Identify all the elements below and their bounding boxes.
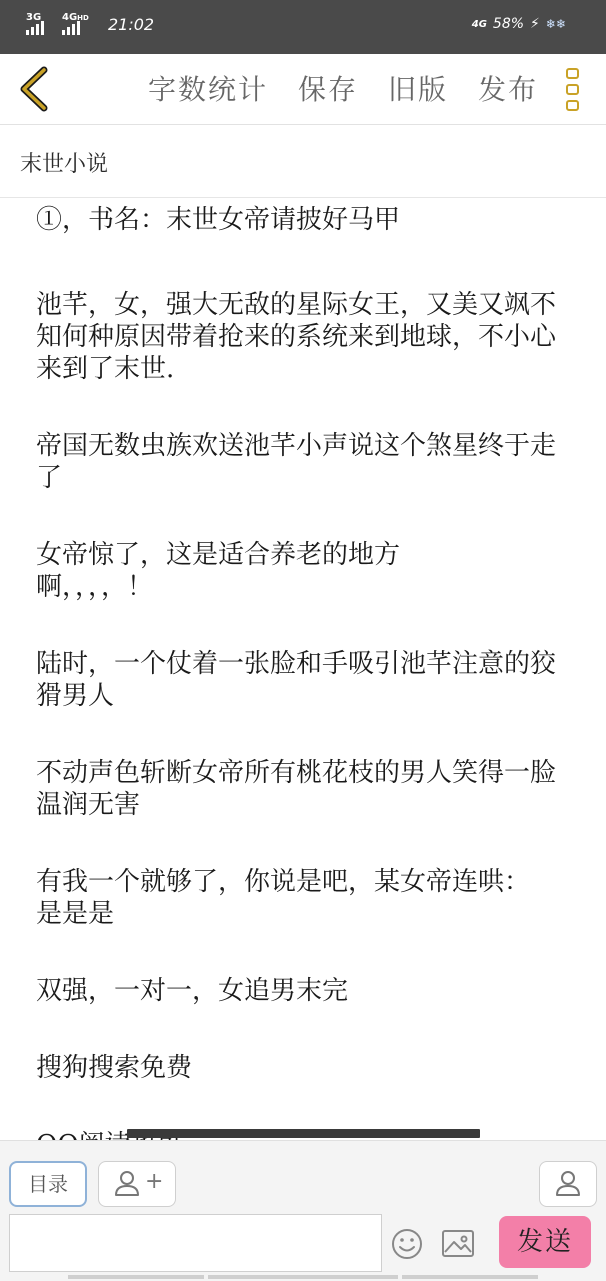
- more-menu-button[interactable]: [564, 66, 584, 114]
- menu-dot-icon: [566, 100, 579, 111]
- old-version-button[interactable]: 旧版: [388, 73, 449, 106]
- emoji-icon: [390, 1227, 424, 1261]
- image-button[interactable]: [440, 1227, 476, 1261]
- image-icon: [440, 1227, 476, 1261]
- network-4g-label: $4G^{HD}$: [62, 12, 89, 23]
- chapter-content-editor[interactable]: [36, 204, 576, 1206]
- send-button[interactable]: 发送: [499, 1216, 591, 1268]
- content-paragraph: 搜狗搜索免费: [36, 1053, 193, 1083]
- signal-3g-icon: [26, 12, 52, 35]
- snowflake-icon: ❄❄: [545, 17, 566, 31]
- user-button[interactable]: [539, 1161, 597, 1207]
- battery-percent: 58%: [492, 16, 525, 32]
- editor-toolbar: [0, 54, 606, 125]
- nav-handles: [0, 1275, 606, 1280]
- chapter-title-field[interactable]: [0, 125, 606, 198]
- status-bar: [0, 0, 606, 54]
- user-icon: [540, 1162, 596, 1206]
- word-count-button[interactable]: 字数统计: [148, 73, 269, 106]
- status-left: [26, 12, 155, 35]
- signal-4g-icon: [62, 12, 98, 35]
- publish-button[interactable]: 发布: [478, 73, 539, 106]
- add-user-button[interactable]: [98, 1161, 176, 1207]
- emoji-button[interactable]: [390, 1227, 424, 1261]
- bottom-input-panel: [0, 1140, 606, 1281]
- content-paragraph: 不动声色斩断女帝所有桃花枝的男人笑得一脸温润无害: [36, 758, 557, 820]
- directory-button[interactable]: 目录: [9, 1161, 87, 1207]
- menu-dot-icon: [566, 84, 579, 95]
- add-user-icon: [99, 1162, 175, 1206]
- content-paragraph: 双强，一对一，女追男末完: [36, 976, 349, 1006]
- content-paragraph: 女帝惊了，这是适合养老的地方啊，，，，！: [36, 540, 401, 602]
- network-4g-right-label: 4G: [471, 18, 487, 30]
- content-paragraph: 陆时，一个仗着一张脸和手吸引池芊注意的狡猾男人: [36, 649, 557, 711]
- status-time: 21:02: [108, 15, 155, 34]
- content-paragraph: 有我一个就够了，你说是吧，某女帝连哄：是是是: [36, 867, 531, 929]
- network-3g-label: 3G: [26, 12, 42, 23]
- back-button[interactable]: [14, 66, 54, 112]
- content-paragraph: ①，书名：末世女帝请披好马甲: [36, 205, 401, 235]
- add-user-plus: +: [145, 1169, 164, 1194]
- content-paragraph: 帝国无数虫族欢送池芊小声说这个煞星终于走了: [36, 431, 557, 493]
- content-paragraph: 池芊，女，强大无敌的星际女王，又美又飒不知何种原因带着抢来的系统来到地球，不小心来到了末世.: [36, 290, 557, 384]
- status-right: [472, 16, 566, 32]
- chevron-left-icon: [14, 66, 54, 112]
- charging-bolt-icon: ⚡: [530, 16, 540, 32]
- save-button[interactable]: 保存: [298, 73, 359, 106]
- menu-dot-icon: [566, 68, 579, 79]
- scroll-indicator[interactable]: [127, 1129, 480, 1138]
- chapter-title: 末世小说: [20, 152, 109, 177]
- toolbar-actions: [148, 70, 538, 110]
- comment-input[interactable]: [9, 1214, 382, 1272]
